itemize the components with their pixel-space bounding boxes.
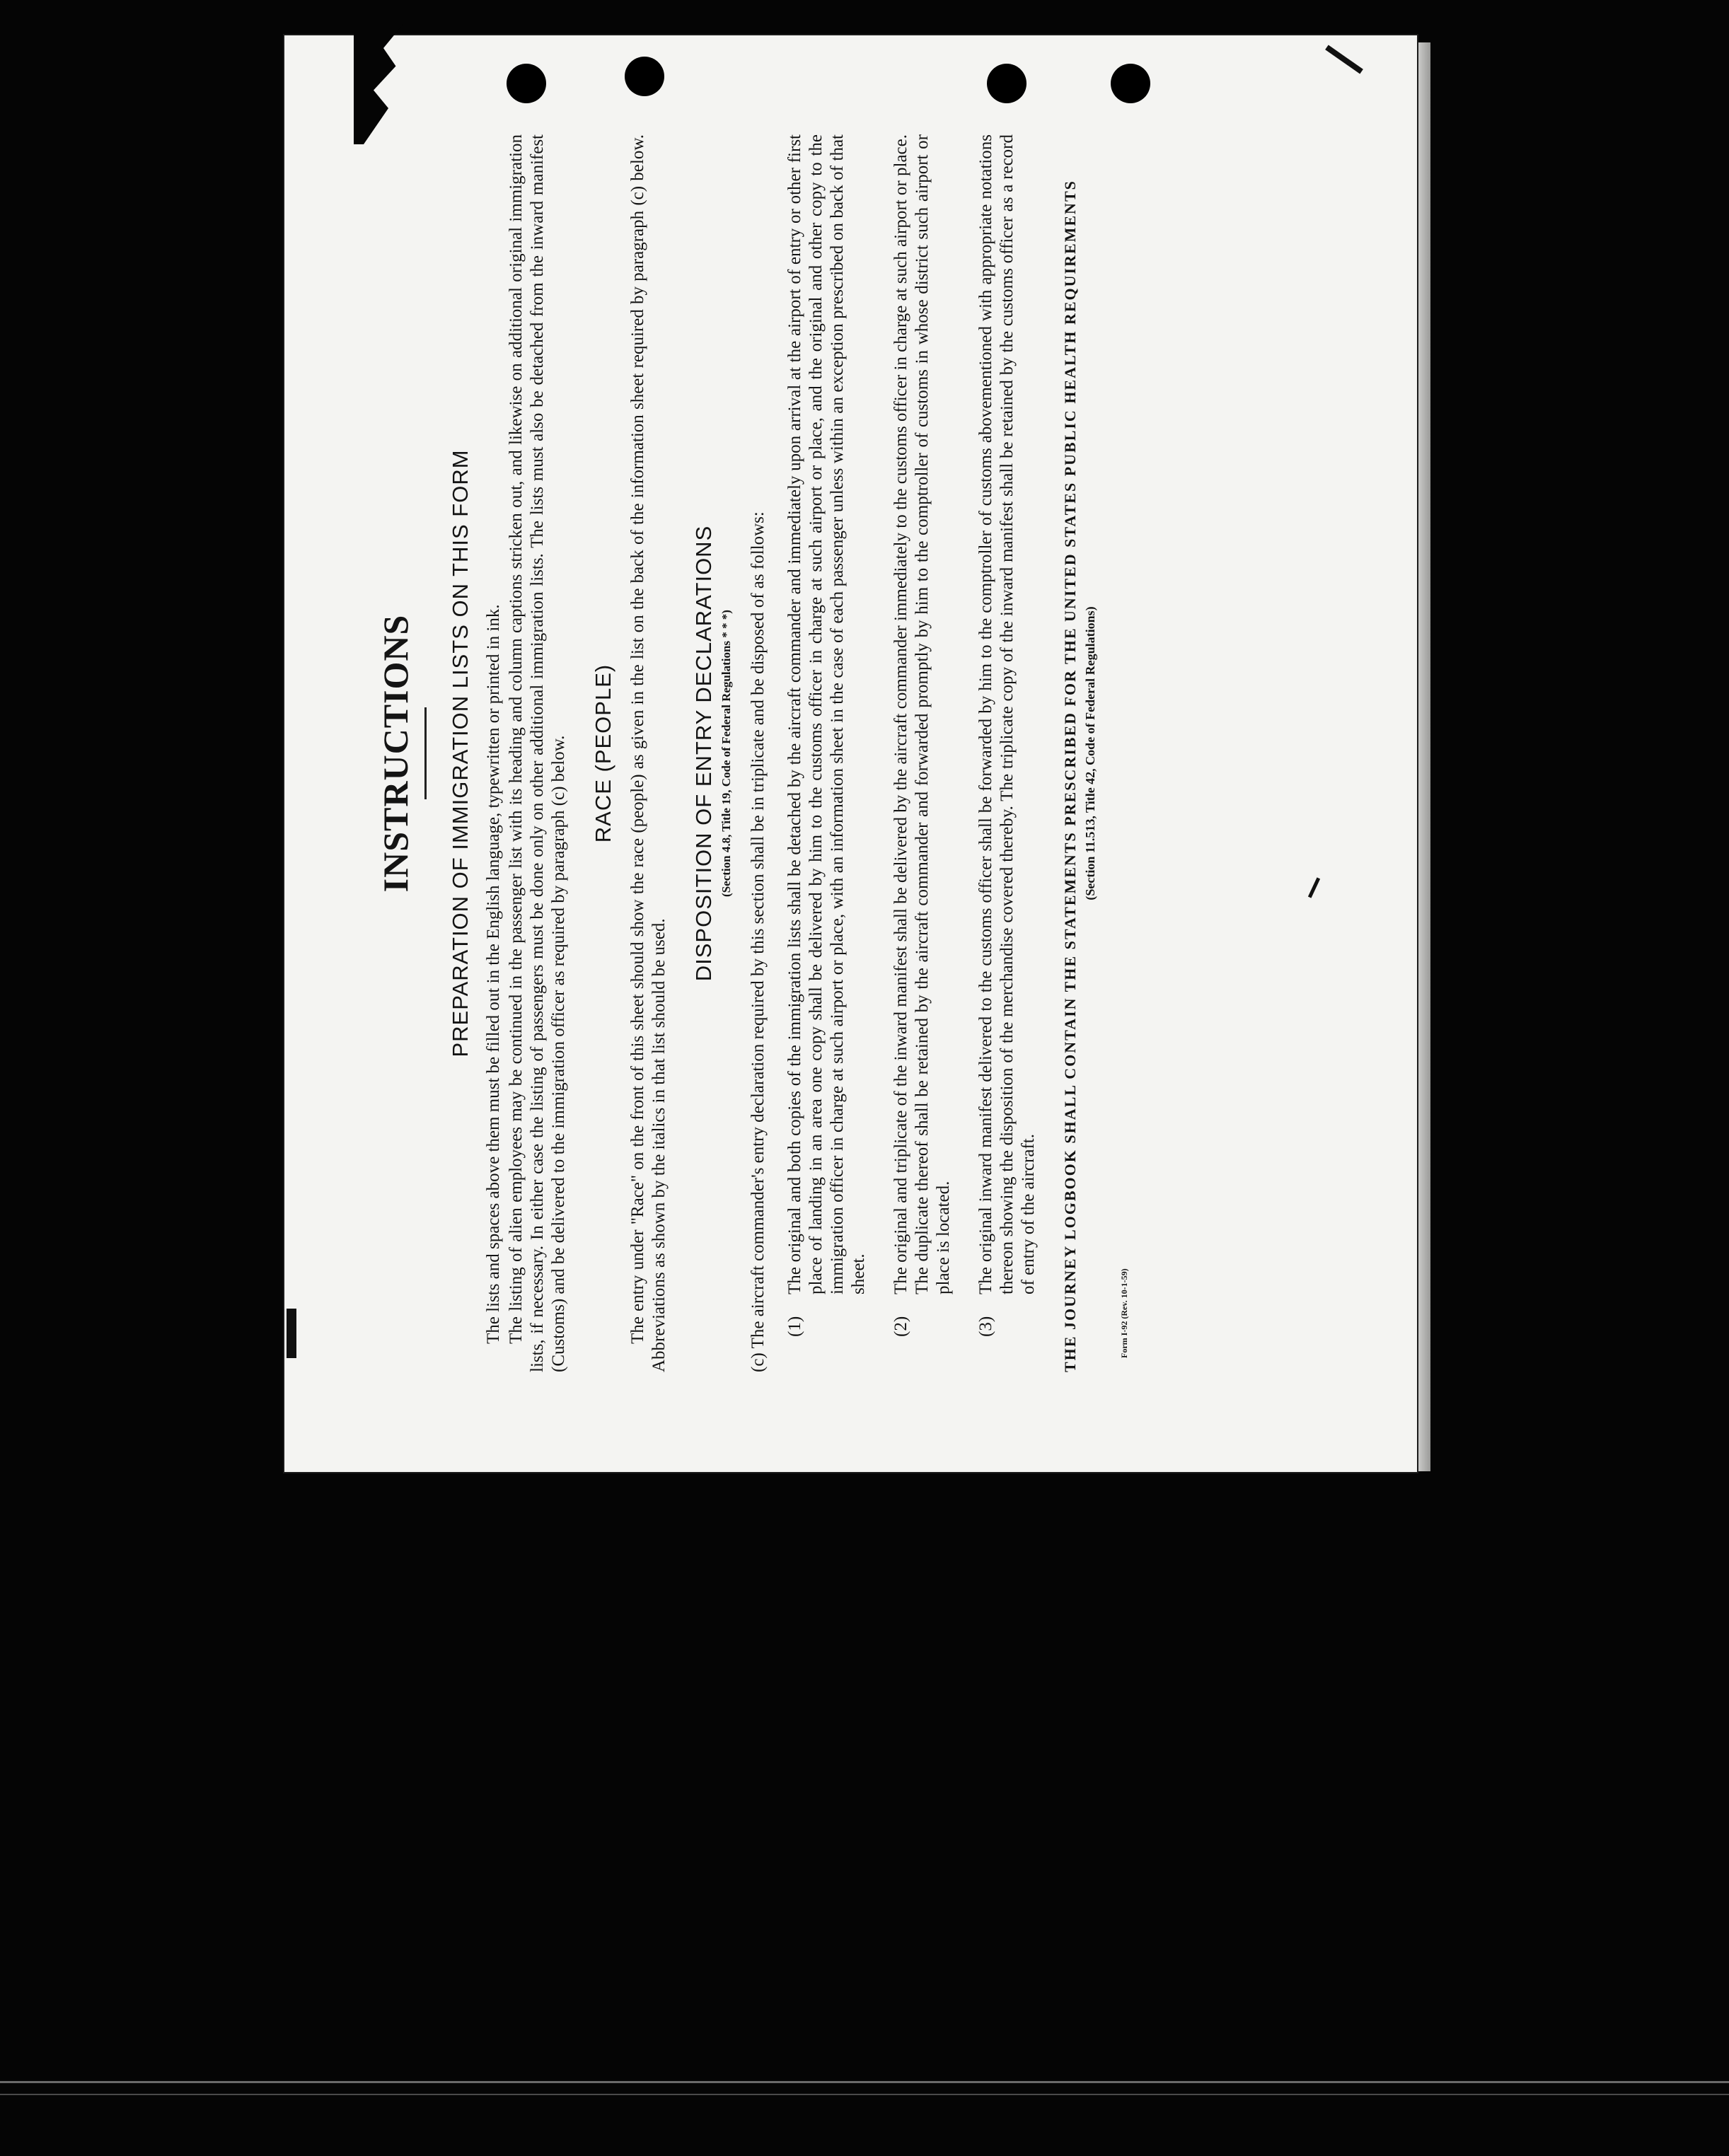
rotated-text-block (375, 106, 1464, 1408)
list-item-number: (2) (891, 1316, 910, 1337)
document-title: INSTRUCTIONS (376, 614, 415, 893)
list-item-text: The original inward manifest delivered to the customs officer shall be forwarded by him to the comptroller of customs abovementioned with appropriate notations thereon showing the disposition of the merchandise covered thereby. The triplicate copy of the inward manifest shall be retained by the customs officer as a record of entry of the aircraft. (976, 134, 1038, 1294)
footer-citation: (Section 11.513, Title 42, Code of Federal Regulations) (1083, 606, 1097, 900)
list-item (976, 134, 1039, 1337)
disposition-citation: (Section 4.8, Title 19, Code of Federal Regulations * * *) (719, 610, 733, 897)
scan-mark (287, 1309, 296, 1358)
punch-hole (507, 64, 546, 103)
title-rule (424, 707, 427, 799)
race-paragraph: The entry under "Race" on the front of this sheet should show the race (people) as given in the list on the back of the information sheet required by paragraph (c) below. Abbreviations as shown by the italics in that list should be used. (628, 134, 669, 1372)
race-heading: RACE (PEOPLE) (591, 663, 615, 843)
list-item-number: (1) (785, 1316, 804, 1337)
form-number: Form I-92 (Rev. 10-1-59) (1119, 1268, 1129, 1358)
punch-hole (987, 64, 1027, 103)
list-item (785, 134, 869, 1337)
footer-statement: THE JOURNEY LOGBOOK SHALL CONTAIN THE STATEMENTS PRESCRIBED FOR THE UNITED STATES PUBLIC HEALTH REQUIREMENTS (1061, 180, 1079, 1372)
scan-artifact-line (0, 2081, 1729, 2083)
disposition-intro: (c) The aircraft commander's entry declaration required by this section shall be in triplicate and be disposed of as follows: (748, 511, 768, 1372)
preparation-paragraph-1: The lists and spaces above them must be filled out in the English language, typewritten or printed in ink. (484, 604, 503, 1344)
punch-hole (625, 57, 664, 96)
preparation-heading: PREPARATION OF IMMIGRATION LISTS ON THIS FORM (448, 449, 473, 1057)
list-item-text: The original and triplicate of the inward manifest shall be delivered by the aircraft commander immediately to the customs officer in charge at such airport or place. The duplicate thereof shall be retained by the aircraft commander and forwarded promptly by him to the comptroller of customs in whose district such airport or place is located. (891, 134, 953, 1294)
punch-hole (1111, 64, 1150, 103)
disposition-heading: DISPOSITION OF ENTRY DECLARATIONS (691, 525, 716, 982)
list-item-text: The original and both copies of the immigration lists shall be detached by the aircraft commander and immediately upon arrival at the airport of entry or other first place of landing in an area one copy shall be delivered by him to the customs officer in charge at such airport or place, and the original and other copy to the immigration officer in charge at such airport or place, with an information sheet in the case of each passenger unless within an exception prescribed on back of that sheet. (785, 134, 868, 1294)
list-item (891, 134, 954, 1337)
scan-artifact-line (0, 2094, 1729, 2095)
list-item-number: (3) (976, 1316, 995, 1337)
preparation-paragraph-2: The listing of alien employees may be continued in the passenger list with its heading and column captions stricken out, and likewise on additional original immigration lists, if necessary. In either case the listing of passengers must be done only on other additional immigration lists. The lists must also be detached from the inward manifest (Customs) and be delivered to the immigration officer as required by paragraph (c) below. (507, 134, 568, 1372)
